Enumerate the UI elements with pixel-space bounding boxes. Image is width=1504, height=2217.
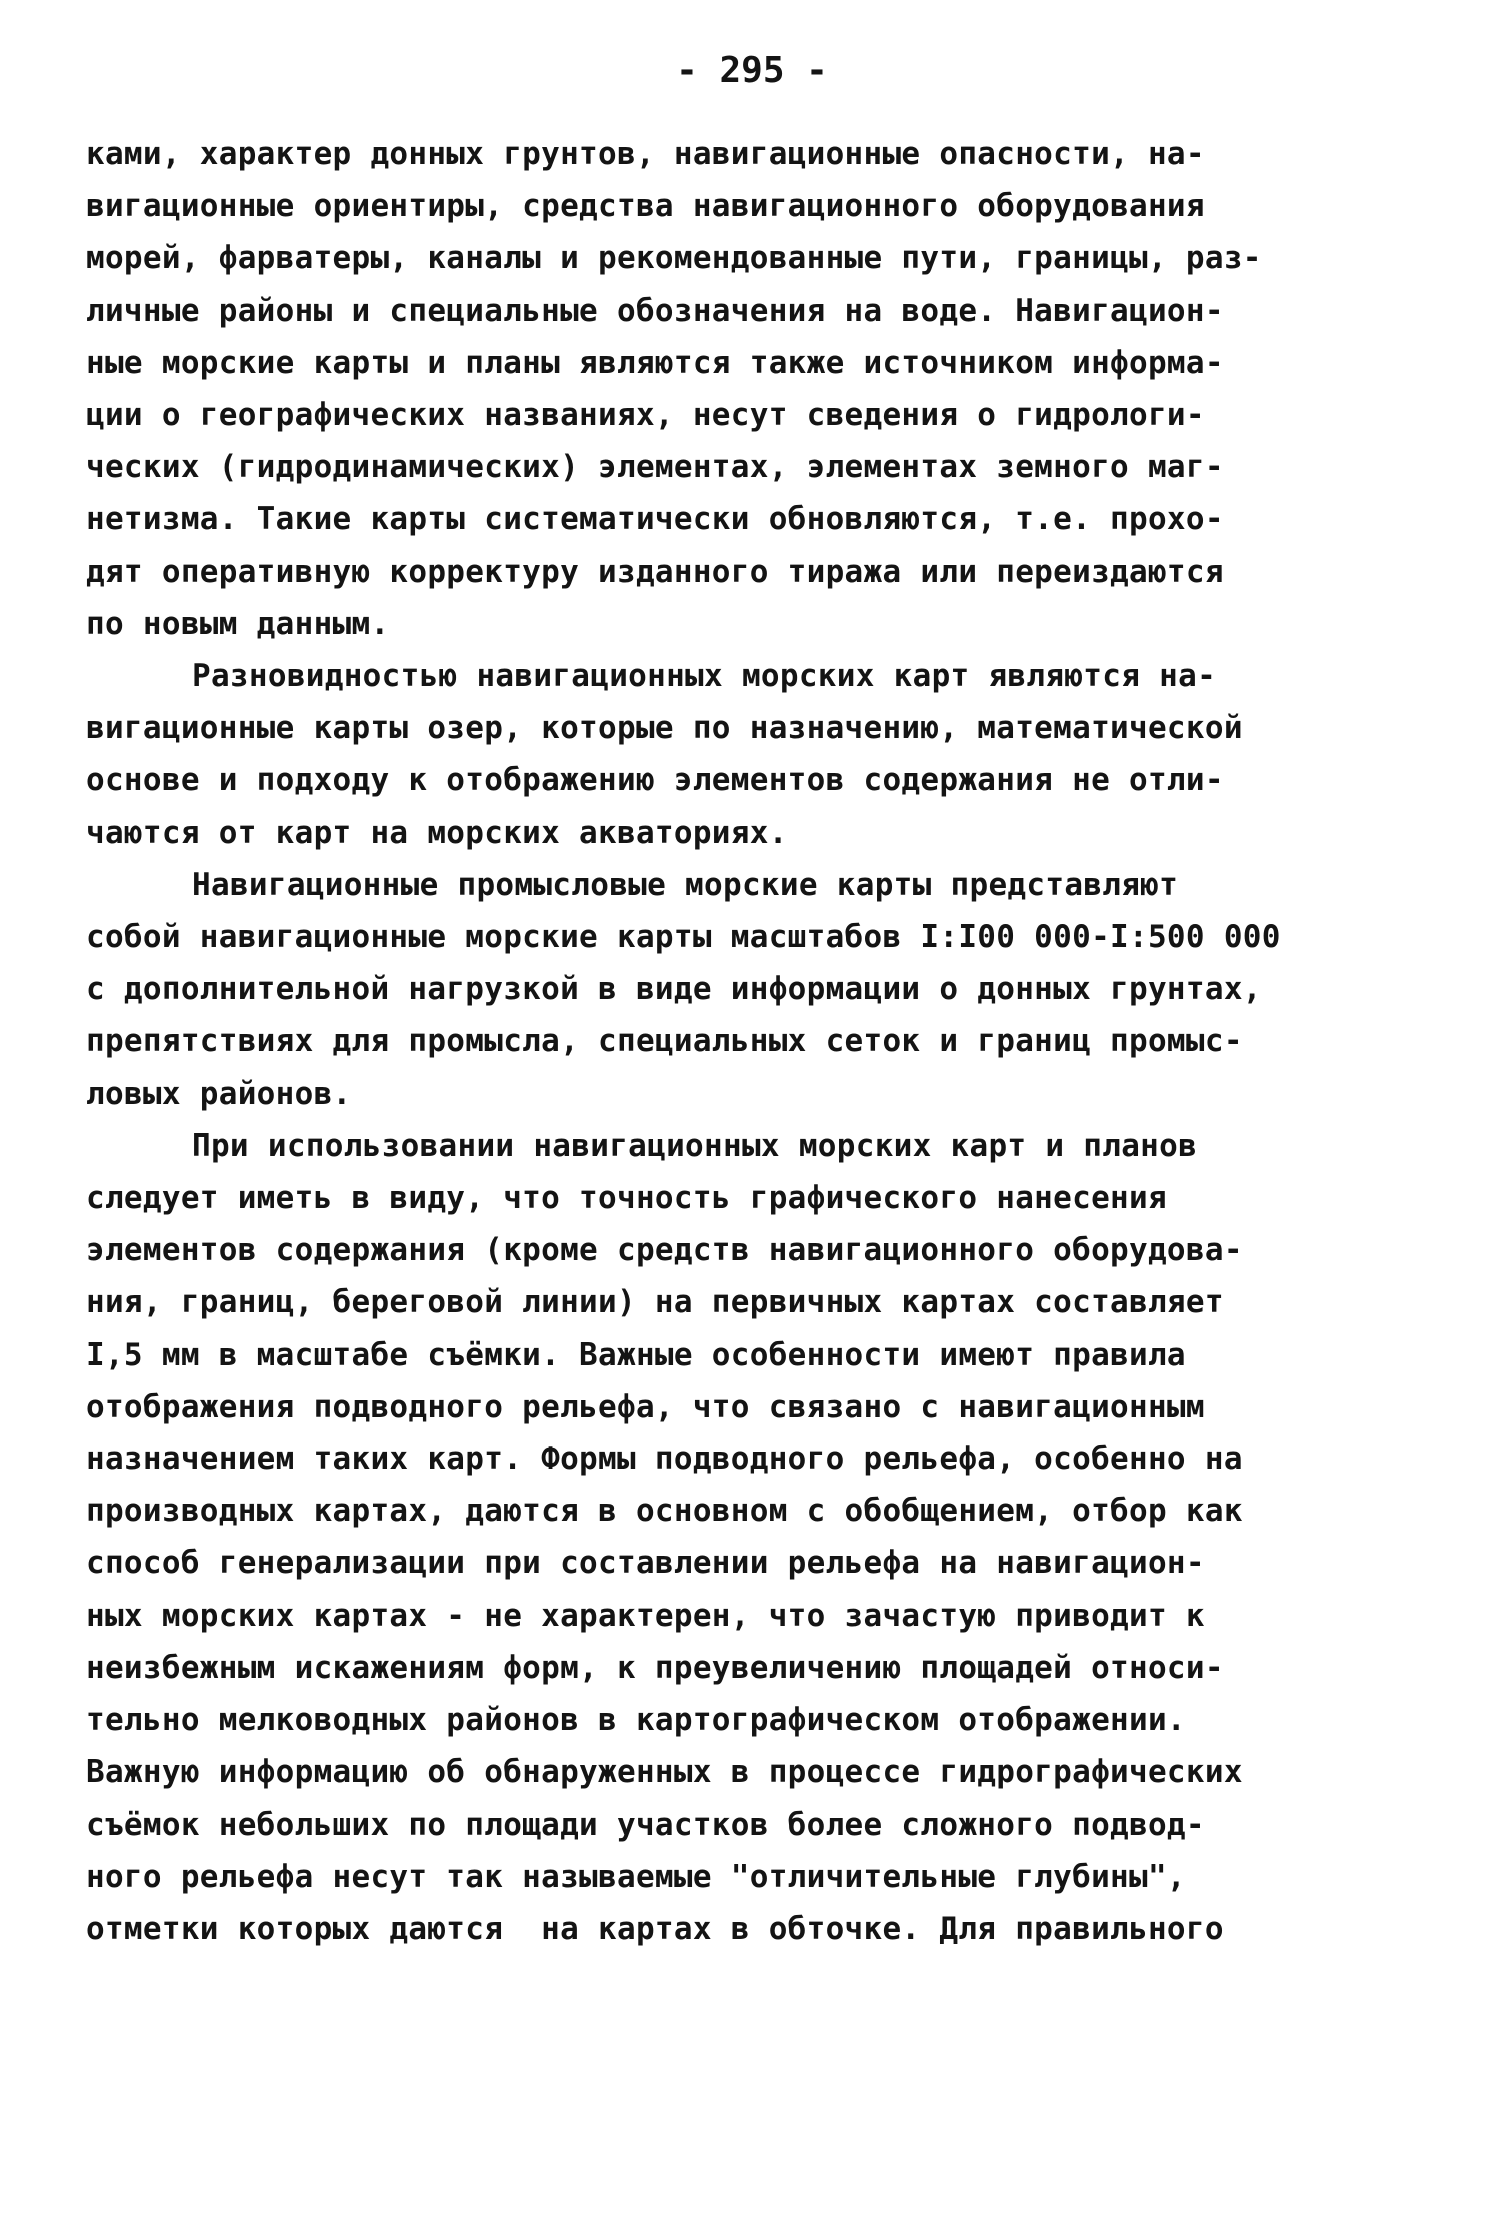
text-line: вигационные ориентиры, средства навигационного оборудования	[86, 188, 1205, 225]
text-line: личные районы и специальные обозначения на воде. Навигацион-	[86, 292, 1224, 329]
text-line: ного рельефа несут так называемые "отличительные глубины",	[86, 1858, 1186, 1895]
text-line: элементов содержания (кроме средств навигационного оборудова-	[86, 1232, 1243, 1269]
text-line: тельно мелководных районов в картографическом отображении.	[86, 1702, 1186, 1739]
text-line: с дополнительной нагрузкой в виде информации о донных грунтах,	[86, 971, 1262, 1008]
text-line: морей, фарватеры, каналы и рекомендованные пути, границы, раз-	[86, 240, 1262, 277]
text-line: I,5 мм в масштабе съёмки. Важные особенности имеют правила	[86, 1336, 1186, 1373]
text-line: ческих (гидродинамических) элементах, элементах земного маг-	[86, 449, 1224, 486]
text-line: ных морских картах - не характерен, что зачастую приводит к	[86, 1597, 1205, 1634]
text-line: Навигационные промысловые морские карты представляют	[192, 866, 1179, 903]
text-line: Важную информацию об обнаруженных в процессе гидрографических	[86, 1754, 1243, 1791]
text-line: производных картах, даются в основном с обобщением, отбор как	[86, 1493, 1243, 1530]
text-line: отображения подводного рельефа, что связано с навигационным	[86, 1388, 1205, 1425]
paragraph	[86, 1120, 1466, 1955]
document-body	[86, 128, 1466, 1955]
text-line: следует иметь в виду, что точность графического нанесения	[86, 1180, 1167, 1217]
text-line: ками, характер донных грунтов, навигационные опасности, на-	[86, 136, 1205, 172]
paragraph	[86, 128, 1466, 650]
text-line: неизбежным искажениям форм, к преувеличению площадей относи-	[86, 1649, 1224, 1686]
text-line: способ генерализации при составлении рельефа на навигацион-	[86, 1545, 1205, 1582]
text-line: препятствиях для промысла, специальных сеток и границ промыс-	[86, 1023, 1243, 1060]
text-line: ции о географических названиях, несут сведения о гидрологи-	[86, 397, 1205, 434]
text-line: ные морские карты и планы являются также источником информа-	[86, 344, 1224, 381]
page-number: - 295 -	[676, 50, 828, 91]
paragraph	[86, 650, 1466, 859]
text-line: ния, границ, береговой линии) на первичных картах составляет	[86, 1284, 1224, 1321]
text-line: по новым данным.	[86, 605, 390, 642]
text-line: собой навигационные морские карты масштабов I:I00 000-I:500 000	[86, 919, 1281, 956]
text-line: вигационные карты озер, которые по назначению, математической	[86, 710, 1243, 747]
text-line: ловых районов.	[86, 1075, 352, 1112]
text-line: основе и подходу к отображению элементов содержания не отли-	[86, 762, 1224, 799]
text-line: назначением таких карт. Формы подводного рельефа, особенно на	[86, 1441, 1243, 1478]
text-line: дят оперативную корректуру изданного тиража или переиздаются	[86, 553, 1224, 590]
text-line: нетизма. Такие карты систематически обновляются, т.е. прохо-	[86, 501, 1224, 538]
text-line: съёмок небольших по площади участков более сложного подвод-	[86, 1806, 1205, 1843]
text-line: Разновидностью навигационных морских карт являются на-	[192, 658, 1217, 695]
text-line: чаются от карт на морских акваториях.	[86, 814, 788, 851]
paragraph	[86, 859, 1466, 1120]
text-line: отметки которых даются на картах в обточке. Для правильного	[86, 1910, 1224, 1947]
text-line: При использовании навигационных морских карт и планов	[192, 1127, 1198, 1164]
